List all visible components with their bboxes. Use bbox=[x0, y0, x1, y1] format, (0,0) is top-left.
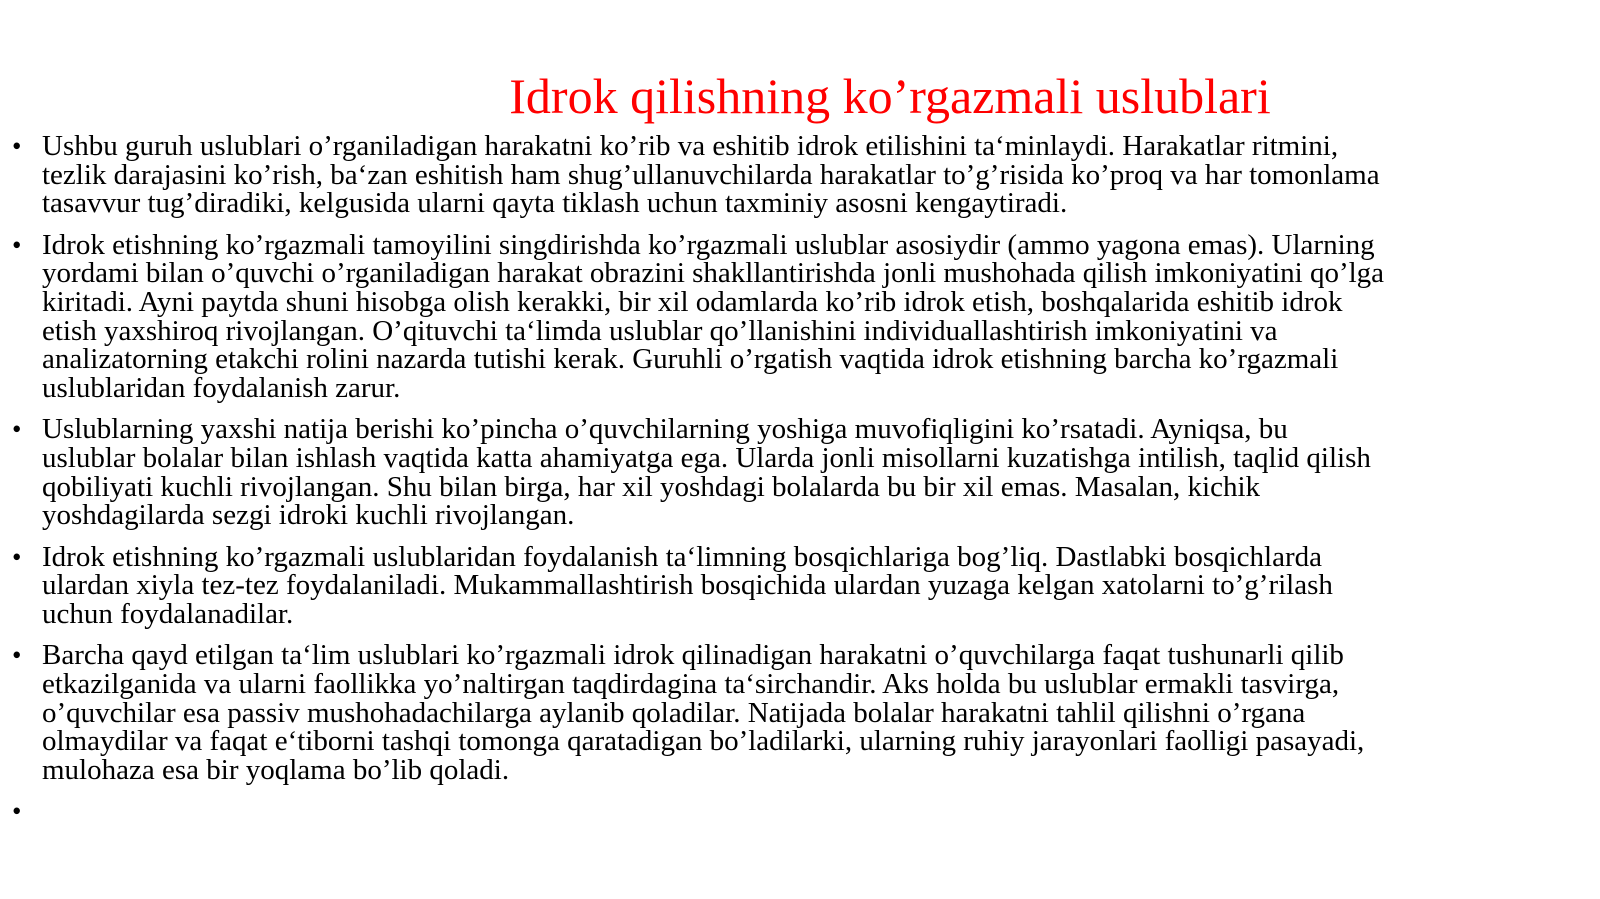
bullet-item-5 bbox=[0, 641, 1600, 785]
bullet-text-line: kiritadi. Ayni paytda shuni hisobga olish kerakki, bir xil odamlarda ko’rib idrok etish, boshqalarida eshitib idrok bbox=[42, 286, 1343, 319]
bullet-text-line: ulardan xiyla tez-tez foydalaniladi. Mukammallashtirish bosqichida ulardan yuzaga kelgan xatolarni to’g’rilash bbox=[42, 569, 1333, 602]
bullet-dot-icon: • bbox=[12, 640, 22, 671]
bullet-text-line: o’quvchilar esa passiv mushohadachilarga aylanib qoladilar. Natijada bolalar harakatni tahlil qilishni o’rgana bbox=[42, 696, 1306, 729]
bullet-text-line: yordami bilan o’quvchi o’rganiladigan harakat obrazini shakllantirishda jonli mushohada qilish imkoniyatini qo’lga bbox=[42, 257, 1385, 290]
bullet-text-line: yoshdagilarda sezgi idroki kuchli rivojlangan. bbox=[42, 499, 575, 532]
bullet-text-line: etkazilganida va ularni faollikka yo’naltirgan taqdirdagina ta‘sirchandir. Aks holda bu uslublar ermakli tasvirga, bbox=[42, 667, 1340, 700]
bullet-text-line: Idrok etishning ko’rgazmali tamoyilini singdirishda ko’rgazmali uslublar asosiydir (ammo yagona emas). Ularning bbox=[42, 228, 1375, 261]
bullet-text-line: analizatorning etakchi rolini nazarda tutishi kerak. Guruhli o’rgatish vaqtida idrok etishning barcha ko’rgazmali bbox=[42, 343, 1339, 376]
bullet-text-line: tezlik darajasini ko’rish, ba‘zan eshitish ham shug’ullanuvchilarda harakatlar to’g’risida ko’proq va har tomonlama bbox=[42, 158, 1380, 191]
bullet-text-line: Barcha qayd etilgan ta‘lim uslublari ko’rgazmali idrok qilinadigan harakatni o’quvchilarga faqat tushunarli qilib bbox=[42, 639, 1344, 672]
bullet-dot-icon: • bbox=[12, 414, 22, 445]
bullet-item-3 bbox=[0, 415, 1600, 530]
bullet-text-line: qobiliyati kuchli rivojlangan. Shu bilan birga, har xil yoshdagi bolalarda bu bir xil emas. Masalan, kichik bbox=[42, 470, 1261, 503]
bullet-text-line: tasavvur tug’diradiki, kelgusida ularni qayta tiklash uchun taxminiy asosni kengaytiradi. bbox=[42, 187, 1068, 220]
bullet-text-line: Idrok etishning ko’rgazmali uslublaridan foydalanish ta‘limning bosqichlariga bog’liq. Dastlabki bosqichlarda bbox=[42, 540, 1323, 573]
bullet-text-line: Ushbu guruh uslublari o’rganiladigan harakatni ko’rib va eshitib idrok etilishini ta‘minlaydi. Harakatlar ritmini, bbox=[42, 130, 1339, 162]
bullet-item-2 bbox=[0, 228, 1600, 405]
bullet-dot-icon: • bbox=[12, 131, 22, 161]
bullet-list bbox=[0, 132, 1600, 838]
bullet-text-line: mulohaza esa bir yoqlama bo’lib qoladi. bbox=[42, 754, 510, 787]
bullet-item-4 bbox=[0, 540, 1600, 631]
bullet-item-empty bbox=[0, 797, 1600, 826]
bullet-text-line: etish yaxshiroq rivojlangan. O’qituvchi ta‘limda uslublar qo’llanishini individuallashtirish imkoniyatini va bbox=[42, 314, 1278, 347]
bullet-item-1 bbox=[0, 132, 1600, 218]
bullet-dot-icon: • bbox=[12, 796, 22, 827]
bullet-text-line: Uslublarning yaxshi natija berishi ko’pincha o’quvchilarning yoshiga muvofiqligini ko’rsatadi. Ayniqsa, bu bbox=[42, 413, 1288, 446]
bullet-text-line: uslublaridan foydalanish zarur. bbox=[42, 372, 401, 405]
bullet-text-line: uslublar bolalar bilan ishlash vaqtida katta ahamiyatga ega. Ularda jonli misollarni kuzatishga intilish, taqlid qilish bbox=[42, 442, 1371, 475]
bullet-dot-icon: • bbox=[12, 229, 22, 260]
bullet-text-line: olmaydilar va faqat e‘tiborni tashqi tomonga qaratadigan bo’ladilarki, ularning ruhiy jarayonlari faolligi pasayadi, bbox=[42, 725, 1365, 758]
bullet-dot-icon: • bbox=[12, 541, 22, 572]
bullet-text-line: uchun foydalanadilar. bbox=[42, 598, 294, 631]
slide-title: Idrok qilishning ko’rgazmali uslublari bbox=[509, 68, 1271, 124]
